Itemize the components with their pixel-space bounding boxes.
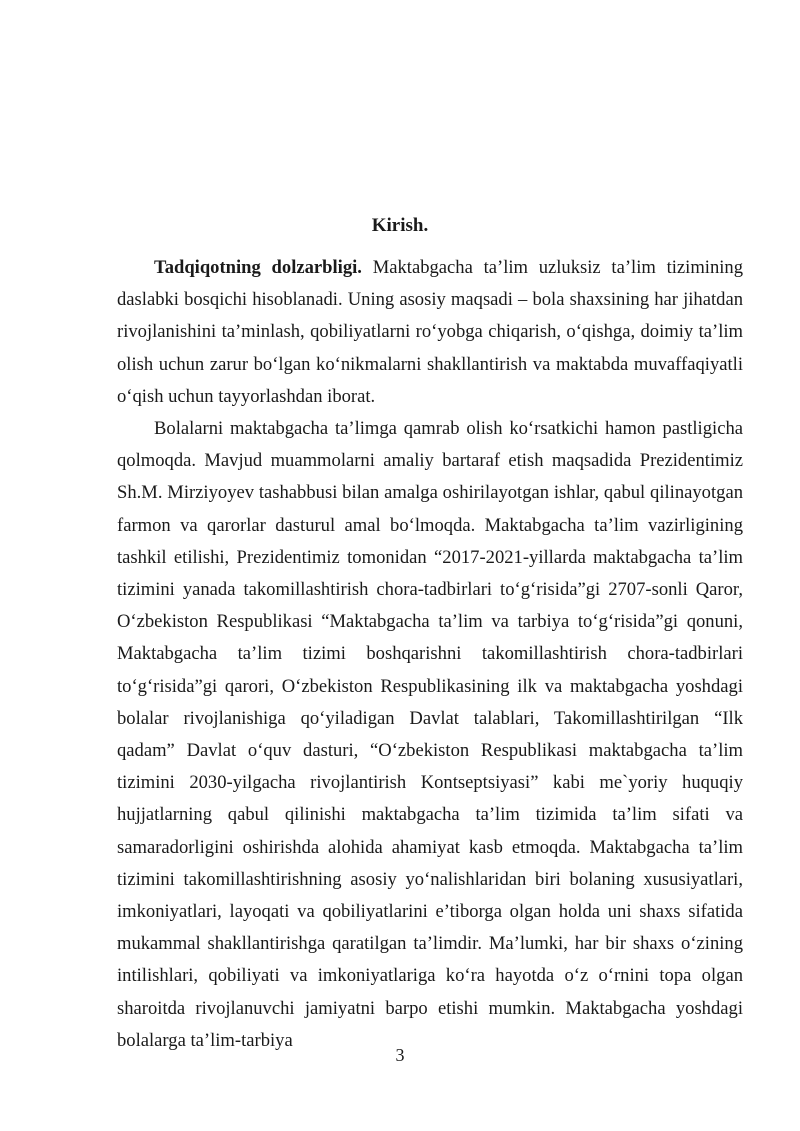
paragraph-text: Bolalarni maktabgacha ta’limga qamrab olish ko‘rsatkichi hamon pastligicha qolmoqda. Mavjud muammolarni amaliy bartaraf etish maqsadida Prezidentimiz Sh.M. Mirziyoyev tashabbusi bilan amalga oshirilayotgan ishlar, qabul qilinayotgan farmon va qarorlar dasturul amal bo‘lmoqda. Maktabgacha ta’lim vazirligining tashkil etilishi, Prezidentimiz tomonidan “2017-2021-yillarda maktabgacha ta’lim tizimini yanada takomillashtirish chora-tadbirlari to‘g‘risida”gi 2707-sonli Qaror, O‘zbekiston Respublikasi “Maktabgacha ta’lim va tarbiya to‘g‘risida”gi qonuni, Maktabgacha ta’lim tizimi boshqarishni takomillashtirish chora-tadbirlari to‘g‘risida”gi qarori, O‘zbekiston Respublikasining ilk va maktabgacha yoshdagi bolalar rivojlanishiga qo‘yiladigan Davlat talablari, Takomillashtirilgan “Ilk qadam” Davlat o‘quv dasturi, “O‘zbekiston Respublikasi maktabgacha ta’lim tizimini 2030-yilgacha rivojlantirish Kontseptsiyasi” kabi me`yoriy huquqiy hujjatlarning qabul qilinishi maktabgacha ta’lim tizimida ta’lim sifati va samaradorligini oshirishda alohida ahamiyat kasb etmoqda. Maktabgacha ta’lim tizimini takomillashtirishning asosiy yo‘nalishlaridan biri bolaning xususiyatlari, imkoniyatlari, layoqati va qobiliyatlarini e’tiborga olgan holda uni shaxs sifatida mukammal shakllantirishga qaratilgan ta’limdir. Ma’lumki, har bir shaxs o‘zining intilishlari, qobiliyati va imkoniyatlariga ko‘ra hayotda o‘z o‘rnini topa olgan sharoitda rivojlanuvchi jamiyatni barpo etishi mumkin. Maktabgacha yoshdagi bolalarga ta’lim-tarbiya xyxy=(117,418,743,1051)
paragraph-lead: Tadqiqotning dolzarbligi. xyxy=(154,257,362,278)
paragraph-coverage xyxy=(117,413,743,1057)
section-heading: Kirish. xyxy=(371,215,429,236)
page-number: 3 xyxy=(395,1045,405,1065)
body-text xyxy=(117,252,743,1057)
paragraph-text: Maktabgacha ta’lim uzluksiz ta’lim tizimining daslabki bosqichi hisoblanadi. Uning asosiy maqsadi – bola shaxsining har jihatdan rivojlanishini ta’minlash, qobiliyatlarni ro‘yobga chiqarish, o‘qishga, doimiy ta’lim olish uchun zarur bo‘lgan ko‘nikmalarni shakllantirish va maktabda muvaffaqiyatli o‘qish uchun tayyorlashdan iborat. xyxy=(117,257,743,407)
paragraph-relevance xyxy=(117,252,743,413)
